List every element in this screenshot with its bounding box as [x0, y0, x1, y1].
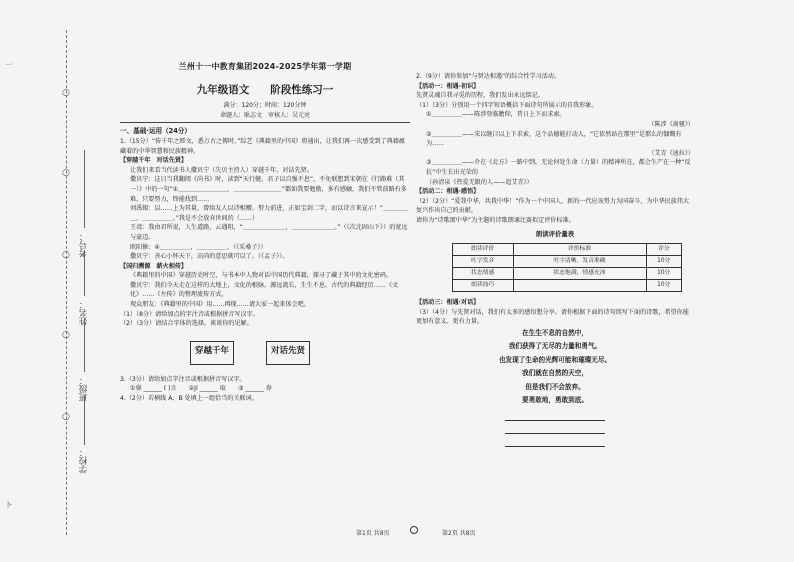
- passage-line: 观众朋友：《典籍里的中国》用……再现……请大家一起来体会吧。: [130, 301, 310, 309]
- school-line[interactable]: [84, 395, 85, 445]
- margin-mark-bottom: 卜: [5, 501, 12, 509]
- question-4: 4.（2分）若横线 A、B 处填上一组恰当的关联词。: [120, 395, 258, 403]
- school-label: 学校：: [79, 448, 89, 474]
- question-1-tag-2: 【国归溯源 薪火相传】: [120, 262, 188, 270]
- answer-item-1[interactable]: ①＿＿＿＿＿——陈涉登临瞻仰，昔日上下而求索。: [426, 111, 566, 119]
- poem-line: 我们获得了无尽的力量和勇气。: [508, 342, 602, 351]
- divider: [120, 122, 410, 123]
- exam-meta-authors: 命题人：耿志文 审核人：吴元亮: [219, 111, 310, 119]
- margin-mark-top: 一: [5, 61, 12, 69]
- passage-line: 撒贝宁：这日当我翻阅《尚书》时，读到“天行健，君子以自强不息”，不免联想到宋朝在《行路难（其一）》中的一句“①＿＿＿＿＿＿＿＿，＿＿＿＿＿＿＿＿”都如我要勉励，多有感触，我们不管前路有多难，只要努力，终能找到……: [130, 176, 407, 203]
- sub-question: （2）（3分）请结合字体的选择，谈谈你的见解。: [120, 320, 253, 328]
- passage-line: 王湾：我由君所说，人生道路，云遇阻，“＿＿＿＿＿＿＿，＿＿＿＿＿＿＿。”（《次北固山下》）的宽远与豪迈。: [130, 224, 408, 241]
- poem-line: 但是我们不会放弃。: [525, 382, 585, 391]
- poem-line: 我们就在自然的天空，: [522, 369, 588, 378]
- poem-answer-line[interactable]: [505, 410, 605, 421]
- name-line[interactable]: [84, 250, 85, 296]
- exam-number-label: 考号：: [79, 232, 89, 258]
- activity-2-question-2: 请你为“诗歌颂中华”为主题的诗歌朗诵比赛拟定评价标准。: [416, 216, 575, 224]
- left-page: [120, 62, 410, 404]
- poem-line: 在生生不息的自然中，: [522, 328, 588, 337]
- name-label: 姓名：: [79, 300, 89, 326]
- exam-number-line[interactable]: [84, 150, 85, 228]
- passage-line: 撒贝宁：我们今天走在这样的大地上，文化的根脉，源远流长，生生不息。古代的典籍经历……《文化》……《左传》的整理流传方式。: [130, 281, 399, 299]
- source-2: （艾青《迪拉》）: [648, 149, 694, 157]
- poem-answer-line[interactable]: [505, 423, 605, 434]
- fold-dot: ○: [62, 88, 70, 98]
- table-header-cell: 朗读评价: [453, 244, 514, 256]
- activity-1-question: （1）（3分）分别用一个四字短语概括下面诗句所展示的自我形象。: [416, 101, 598, 109]
- passage-line: 欧阳修：④＿＿＿＿＿，＿＿＿＿＿。（《采桑子》）: [130, 243, 267, 251]
- fold-dot: ○: [62, 250, 70, 260]
- question-1-intro: 1.（15分）“传千年之經文，悉万古之傳时。”综艺《典籍里的中国》将通出，让我们再一次感受到了典籍蕴藏着的中华智慧和民族精神。: [120, 137, 405, 155]
- table-row: [453, 256, 682, 268]
- table-cell: 状态情感: [453, 268, 514, 280]
- question-1-tag: 【穿越千年 对话先贤】: [120, 157, 188, 165]
- page-number-right: 第2页 共8页: [442, 530, 476, 537]
- sub-question: （1）（8分）请给加点的字注音或根据拼音写汉字。: [120, 310, 259, 318]
- fold-dot: ○: [62, 412, 70, 422]
- activity-2-question: （2）（2分）“爱我中华，共我中华！”作为一个中国人，新的一代应该努力为国奋斗，为中华民族伟大复兴作出自己的贡献。: [416, 197, 690, 215]
- table-header-cell: 评分: [646, 244, 681, 256]
- center-mark: [410, 526, 418, 534]
- paper-title: 九年级语文 阶段性练习一: [196, 83, 334, 96]
- table-row: [453, 268, 682, 280]
- calligraphy-sample-2: 对话先贤: [266, 341, 310, 365]
- table-row: [453, 280, 682, 292]
- table-cell: 10分: [646, 256, 681, 268]
- table-cell: 10分: [646, 280, 681, 292]
- question-3: 3.（3分）请给加点字注音或根据拼音写汉字。: [120, 375, 246, 383]
- right-page: [416, 72, 694, 447]
- table-row: [453, 244, 682, 256]
- calligraphy-samples: [190, 341, 410, 365]
- poem-line: 要勇敢地，勇敢到底。: [522, 396, 588, 405]
- score-table: [452, 243, 682, 292]
- table-cell: 吐字发音: [453, 256, 514, 268]
- calligraphy-sample-1: 穿越千年: [190, 341, 234, 365]
- question-3-items[interactable]: ①褒 ______ ( )言 ②Jí ______ 取 ③ ______ 券: [130, 385, 272, 393]
- score-table-title: 朗读评价量表: [535, 229, 575, 238]
- answer-item-2[interactable]: ②＿＿＿＿＿——宋以继日以上下求索，这个品德能打动人，“它依然站在那里”是那么的慷慨有为……: [426, 130, 682, 148]
- activity-3-title: 【活动三：相遇·对话】: [416, 299, 480, 307]
- fold-dot: ○: [62, 330, 70, 340]
- activity-1-title: 【活动一：相遇·初识】: [416, 82, 480, 90]
- passage-line: 《典籍里的中国》穿越历史时空，与书本中人物对话中国历代典籍，探寻了藏于其中的文化密码。: [130, 272, 393, 280]
- poem: [416, 327, 694, 447]
- source-3: （孙清泉《热爱无限的人——追艾青》）: [426, 178, 533, 186]
- poem-answer-line[interactable]: [505, 436, 605, 447]
- passage-line: 刘禹锡：以……上为其量，曾给友人以诗相赠。努力前进，正如宝剑二字，而以诗言来宣示！“＿＿＿＿＿，＿＿＿＿＿。”我是不会放弃世间的（……）: [130, 205, 408, 222]
- source-1: （陈涉《离骚》）: [648, 120, 694, 128]
- class-label: 班级：: [79, 376, 89, 402]
- table-answer-cell[interactable]: [513, 280, 646, 292]
- class-line[interactable]: [84, 318, 85, 372]
- passage-line: 让我们来看当代读书人撒贝宁（失贝主持人）穿越千年，对话先贤。: [130, 166, 313, 174]
- table-cell: 状态饱满，情感充沛: [513, 268, 646, 280]
- passage-line: 撒贝宁：善心小怀天下，高尚的意思就可以了。（《孟子》）。: [130, 253, 289, 261]
- fold-line: [66, 30, 67, 535]
- poem-line: 也发现了生命的光辉可能和璀璨无尽。: [498, 355, 612, 364]
- table-cell: 10分: [646, 268, 681, 280]
- question-2: 2.（9分）请你参加“与贤达相遇”的综合性学习活动。: [416, 73, 560, 80]
- activity-1-desc: 先贤灵魂自我寻觅的历程，我们发出永远铭记。: [416, 92, 544, 100]
- table-cell: 吐字清晰，发音准确: [513, 256, 646, 268]
- activity-3-question: （3）（4分）与先贤对话，我们有太多的感悟想分享。请你根据下面的诗句续写下面的诗歌，希望你能更加有意义、更有力量。: [416, 308, 689, 326]
- school-title: 兰州十一中教育集团2024-2025学年第一学期: [178, 62, 352, 71]
- section-title: 一、基础·运用（24分）: [120, 127, 192, 136]
- binding-margin: [0, 0, 98, 562]
- activity-2-title: 【活动二：相遇·感悟】: [416, 188, 480, 196]
- page-number-left: 第1页 共8页: [356, 530, 390, 537]
- fold-dot: ○: [62, 168, 70, 178]
- table-cell: 朗读技巧: [453, 280, 514, 292]
- table-header-cell: 评价标准: [513, 244, 646, 256]
- answer-item-3[interactable]: ③＿＿＿＿＿——介在《北方》一路中到，无论何处生命（力量）的精神所在，都会生产在一种“反抗”中生长出光荣的: [426, 159, 691, 176]
- exam-meta-time: 满分：120分；时间：120分钟: [223, 102, 307, 110]
